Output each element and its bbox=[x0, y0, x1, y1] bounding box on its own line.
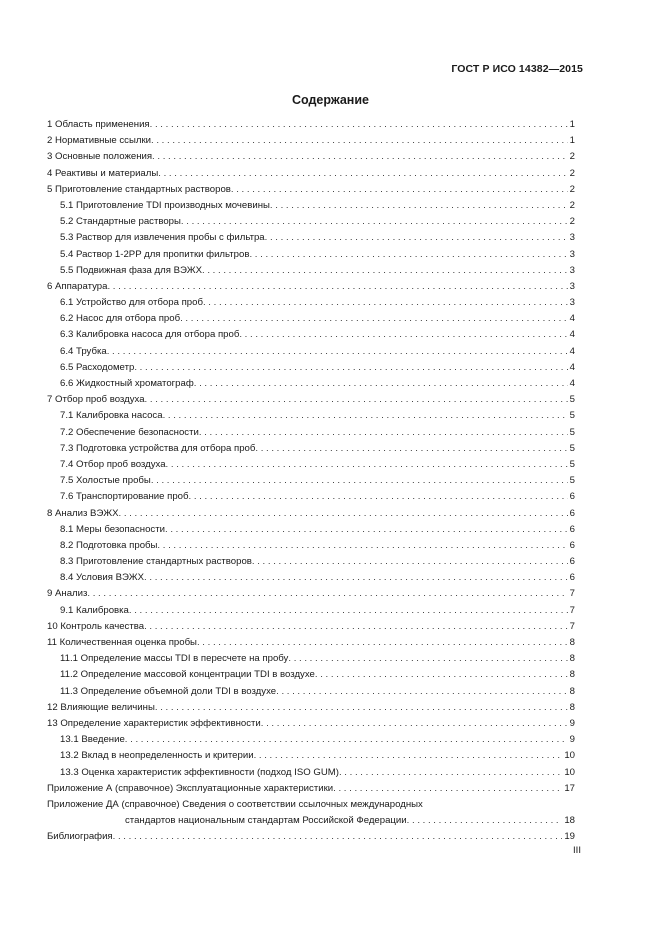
toc-entry-text: 7 Отбор проб воздуха bbox=[47, 394, 145, 406]
toc-entry-text: 5.5 Подвижная фаза для ВЭЖХ bbox=[60, 264, 202, 276]
toc-entry[interactable] bbox=[47, 198, 575, 214]
toc-entry[interactable] bbox=[47, 538, 575, 554]
toc-leader-dots bbox=[151, 133, 568, 149]
toc-page-number: 8 bbox=[569, 669, 575, 681]
toc-entry-text: 11.3 Определение объемной доли TDI в воздухе bbox=[60, 685, 277, 697]
toc-page-number: 5 bbox=[569, 394, 575, 406]
toc-entry[interactable] bbox=[47, 214, 575, 230]
toc-leader-dots bbox=[166, 457, 568, 473]
toc-page-number: 6 bbox=[569, 523, 575, 535]
toc-entry[interactable] bbox=[47, 489, 575, 505]
toc-entry[interactable] bbox=[47, 166, 575, 182]
toc-leader-dots bbox=[180, 311, 568, 327]
toc-entry-text: 6.4 Трубка bbox=[60, 345, 107, 357]
toc-entry[interactable] bbox=[47, 344, 575, 360]
toc-leader-dots bbox=[270, 198, 568, 214]
toc-entry[interactable] bbox=[47, 295, 575, 311]
toc-leader-dots bbox=[231, 182, 568, 198]
toc-entry[interactable] bbox=[47, 473, 575, 489]
toc-entry-text: 6.3 Калибровка насоса для отбора проб bbox=[60, 329, 240, 341]
toc-leader-dots bbox=[158, 166, 567, 182]
toc-page-number: 6 bbox=[569, 556, 575, 568]
toc-page-number: 8 bbox=[569, 701, 575, 713]
toc-page-number: 3 bbox=[569, 232, 575, 244]
toc-entry[interactable] bbox=[47, 457, 575, 473]
toc-entry[interactable] bbox=[47, 182, 575, 198]
toc-page-number: 4 bbox=[569, 329, 575, 341]
toc-leader-dots bbox=[134, 360, 567, 376]
toc-entry[interactable] bbox=[47, 263, 575, 279]
toc-entry-text: 6.5 Расходометр bbox=[60, 361, 135, 373]
toc-entry-text: 13.1 Введение bbox=[60, 734, 125, 746]
toc-page-number: 8 bbox=[569, 685, 575, 697]
toc-entry-text: 13.3 Оценка характеристик эффективности (подход ISO GUM) bbox=[60, 766, 339, 778]
toc-entry[interactable] bbox=[47, 327, 575, 343]
toc-page-number: 6 bbox=[569, 539, 575, 551]
toc-leader-dots bbox=[165, 522, 568, 538]
toc-entry-text: 8.1 Меры безопасности bbox=[60, 523, 165, 535]
toc-entry-text: стандартов национальным стандартам Российской Федерации bbox=[125, 815, 407, 827]
toc-leader-dots bbox=[252, 554, 568, 570]
toc-page-number: 2 bbox=[569, 167, 575, 179]
toc-page-number: 3 bbox=[569, 248, 575, 260]
toc-leader-dots bbox=[202, 263, 568, 279]
toc-entry[interactable] bbox=[47, 522, 575, 538]
toc-leader-dots bbox=[261, 716, 568, 732]
toc-leader-dots bbox=[276, 684, 568, 700]
toc-leader-dots bbox=[145, 392, 568, 408]
toc-entry-text: 12 Влияющие величины bbox=[47, 701, 155, 713]
toc-entry-text: 9 Анализ bbox=[47, 588, 88, 600]
toc-entry[interactable] bbox=[47, 700, 575, 716]
toc-entry[interactable] bbox=[47, 603, 575, 619]
toc-entry-text: 3 Основные положения bbox=[47, 151, 153, 163]
toc-entry-text: 4 Реактивы и материалы bbox=[47, 167, 159, 179]
toc-entry[interactable] bbox=[47, 570, 575, 586]
toc-entry-text: 7.5 Холостые пробы bbox=[60, 475, 151, 487]
toc-entry[interactable] bbox=[47, 748, 575, 764]
toc-page-number: 5 bbox=[569, 426, 575, 438]
standard-code: ГОСТ Р ИСО 14382—2015 bbox=[451, 63, 583, 75]
toc-entry-text: 5 Приготовление стандартных растворов bbox=[47, 183, 231, 195]
toc-entry-text: 7.4 Отбор проб воздуха bbox=[60, 458, 166, 470]
toc-entry-text: 13.2 Вклад в неопределенность и критерии bbox=[60, 750, 254, 762]
toc-page-number: 7 bbox=[569, 604, 575, 616]
toc-leader-dots bbox=[239, 327, 567, 343]
toc-entry[interactable] bbox=[47, 360, 575, 376]
toc-entry[interactable] bbox=[47, 635, 575, 651]
toc-page-number: 4 bbox=[569, 345, 575, 357]
toc-page-number: 10 bbox=[564, 766, 575, 778]
toc-entry[interactable] bbox=[47, 781, 575, 797]
toc-page-number: 5 bbox=[569, 410, 575, 422]
toc-entry[interactable] bbox=[47, 586, 575, 602]
toc-entry[interactable] bbox=[47, 667, 575, 683]
toc-entry-text: 11.2 Определение массовой концентрации TDI в воздухе bbox=[60, 669, 315, 681]
toc-page-number: 5 bbox=[569, 475, 575, 487]
toc-leader-dots bbox=[150, 117, 568, 133]
toc-entry-appendix-da[interactable] bbox=[47, 797, 575, 829]
toc-entry[interactable] bbox=[47, 651, 575, 667]
toc-entry[interactable] bbox=[47, 133, 575, 149]
toc-leader-dots bbox=[129, 603, 568, 619]
toc-entry-text: 7.1 Калибровка насоса bbox=[60, 410, 163, 422]
toc-entry[interactable] bbox=[47, 684, 575, 700]
toc-page-number: 2 bbox=[569, 151, 575, 163]
toc-entry[interactable] bbox=[47, 247, 575, 263]
toc-entry-text: 13 Определение характеристик эффективности bbox=[47, 717, 261, 729]
toc-leader-dots bbox=[255, 441, 567, 457]
toc-page-number: 18 bbox=[564, 815, 575, 827]
toc-leader-dots bbox=[199, 425, 568, 441]
toc-leader-dots bbox=[339, 765, 562, 781]
toc-entry-text: 2 Нормативные ссылки bbox=[47, 135, 152, 147]
toc-page-number: 6 bbox=[569, 572, 575, 584]
toc-entry-text: 5.4 Раствор 1-2PP для пропитки фильтров bbox=[60, 248, 250, 260]
toc-leader-dots bbox=[144, 570, 568, 586]
toc-entry-text: Библиография bbox=[47, 831, 113, 843]
toc-page-number: 9 bbox=[569, 734, 575, 746]
toc-entry[interactable] bbox=[47, 765, 575, 781]
toc-leader-dots bbox=[181, 214, 568, 230]
toc-entry-text: 5.2 Стандартные растворы bbox=[60, 216, 181, 228]
page-title: Содержание bbox=[291, 93, 369, 107]
toc-leader-dots bbox=[407, 813, 563, 829]
toc-leader-dots bbox=[113, 829, 563, 845]
table-of-contents bbox=[47, 117, 575, 845]
toc-entry-text: 5.1 Приготовление TDI производных мочевины bbox=[60, 199, 270, 211]
toc-entry[interactable] bbox=[47, 619, 575, 635]
toc-page-number: 2 bbox=[569, 199, 575, 211]
toc-leader-dots bbox=[107, 344, 568, 360]
toc-entry[interactable] bbox=[47, 506, 575, 522]
toc-entry-text: 8.2 Подготовка пробы bbox=[60, 539, 158, 551]
toc-page-number: 4 bbox=[569, 361, 575, 373]
toc-leader-dots bbox=[119, 506, 568, 522]
toc-entry[interactable] bbox=[47, 149, 575, 165]
toc-leader-dots bbox=[249, 247, 567, 263]
toc-leader-dots bbox=[203, 295, 568, 311]
toc-entry-text: 8.4 Условия ВЭЖХ bbox=[60, 572, 145, 584]
toc-leader-dots bbox=[288, 651, 567, 667]
toc-entry-text: 5.3 Раствор для извлечения пробы с фильтра bbox=[60, 232, 265, 244]
toc-page-number: 1 bbox=[569, 119, 575, 130]
toc-page-number: 9 bbox=[569, 717, 575, 729]
toc-entry[interactable] bbox=[47, 408, 575, 424]
toc-entry-text: 7.6 Транспортирование проб bbox=[60, 491, 189, 503]
toc-entry[interactable] bbox=[47, 392, 575, 408]
toc-leader-dots bbox=[163, 408, 568, 424]
toc-page-number: 8 bbox=[569, 637, 575, 648]
toc-page-number: 2 bbox=[569, 216, 575, 228]
toc-entry-text: 8 Анализ ВЭЖХ bbox=[47, 507, 119, 519]
toc-entry-text: Приложение ДА (справочное) Сведения о соответствии ссылочных международных bbox=[47, 798, 423, 810]
toc-entry-text: 1 Область применения bbox=[47, 119, 150, 130]
toc-entry-text: 7.3 Подготовка устройства для отбора проб bbox=[60, 442, 256, 454]
toc-entry-text: 7.2 Обеспечение безопасности bbox=[60, 426, 199, 438]
toc-leader-dots bbox=[265, 230, 568, 246]
toc-leader-dots bbox=[189, 489, 568, 505]
toc-page-number: 6 bbox=[569, 507, 575, 519]
toc-leader-dots bbox=[125, 732, 568, 748]
toc-page-number: 3 bbox=[569, 280, 575, 292]
toc-entry[interactable] bbox=[47, 311, 575, 327]
toc-leader-dots bbox=[157, 538, 567, 554]
toc-page-number: 17 bbox=[564, 782, 575, 794]
toc-leader-dots bbox=[197, 635, 568, 651]
toc-page-number: 7 bbox=[569, 588, 575, 600]
toc-leader-dots bbox=[333, 781, 562, 797]
toc-leader-dots bbox=[194, 376, 568, 392]
toc-entry-text: 6.6 Жидкостный хроматограф bbox=[60, 378, 194, 389]
toc-entry-text: 11.1 Определение массы TDI в пересчете на пробу bbox=[60, 653, 289, 665]
toc-page-number: 5 bbox=[569, 442, 575, 454]
toc-leader-dots bbox=[315, 667, 568, 683]
toc-page-number: 3 bbox=[569, 297, 575, 309]
toc-page-number: 8 bbox=[569, 653, 575, 665]
toc-leader-dots bbox=[254, 748, 563, 764]
toc-entry-text: 6.2 Насос для отбора проб bbox=[60, 313, 181, 325]
toc-leader-dots bbox=[144, 619, 568, 635]
toc-entry-text: 10 Контроль качества bbox=[47, 620, 145, 632]
toc-entry[interactable] bbox=[47, 279, 575, 295]
toc-entry[interactable] bbox=[47, 554, 575, 570]
toc-entry-text: 6 Аппаратура bbox=[47, 280, 108, 292]
toc-entry-text: 11 Количественная оценка пробы bbox=[47, 637, 197, 648]
toc-entry[interactable] bbox=[47, 230, 575, 246]
toc-entry[interactable] bbox=[47, 425, 575, 441]
toc-page-number: 2 bbox=[569, 183, 575, 195]
toc-page-number: 5 bbox=[569, 458, 575, 470]
toc-entry[interactable] bbox=[47, 716, 575, 732]
toc-page-number: 4 bbox=[569, 378, 575, 389]
toc-entry[interactable] bbox=[47, 732, 575, 748]
toc-entry-text: 8.3 Приготовление стандартных растворов bbox=[60, 556, 252, 568]
toc-page-number: 4 bbox=[569, 313, 575, 325]
toc-entry-bibliography[interactable] bbox=[47, 829, 575, 845]
toc-leader-dots bbox=[87, 586, 567, 602]
page-number: III bbox=[573, 845, 581, 856]
toc-leader-dots bbox=[152, 149, 568, 165]
toc-entry-text: 6.1 Устройство для отбора проб bbox=[60, 297, 203, 309]
toc-entry-text: Приложение А (справочное) Эксплуатационные характеристики bbox=[47, 782, 334, 794]
toc-leader-dots bbox=[107, 279, 567, 295]
toc-leader-dots bbox=[155, 700, 568, 716]
toc-entry[interactable] bbox=[47, 441, 575, 457]
toc-page-number: 7 bbox=[569, 620, 575, 632]
toc-page-number: 6 bbox=[569, 491, 575, 503]
toc-page-number: 19 bbox=[564, 831, 575, 843]
toc-entry-text: 9.1 Калибровка bbox=[60, 604, 129, 616]
toc-entry[interactable] bbox=[47, 117, 575, 133]
toc-page-number: 1 bbox=[569, 135, 575, 147]
toc-page-number: 3 bbox=[569, 264, 575, 276]
toc-leader-dots bbox=[151, 473, 568, 489]
toc-entry[interactable] bbox=[47, 376, 575, 392]
toc-page-number: 10 bbox=[564, 750, 575, 762]
